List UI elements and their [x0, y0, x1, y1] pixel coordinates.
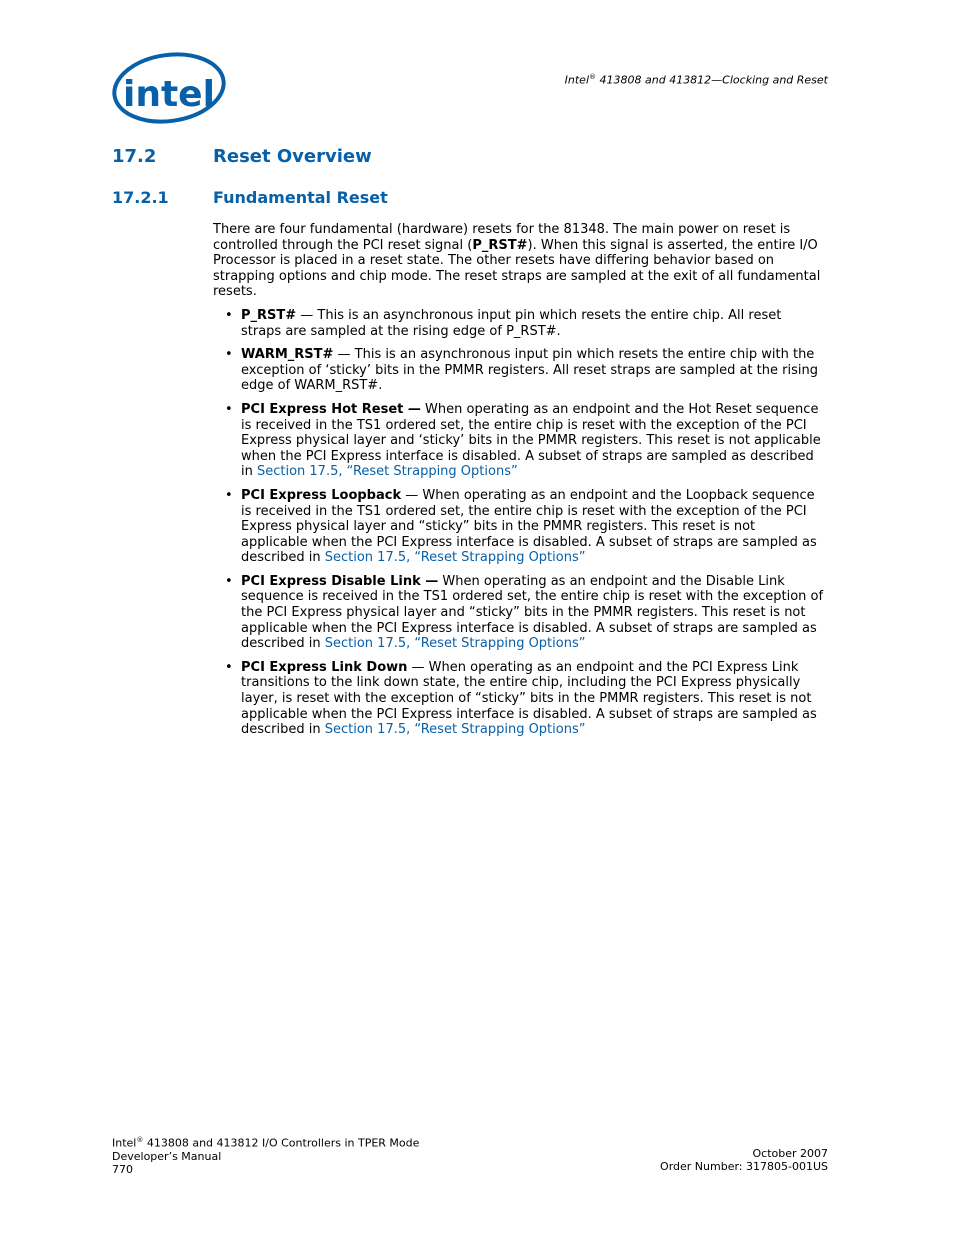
list-item-text: — This is an asynchronous input pin which resets the entire chip with the exception of ‘sticky’ bits in the PMMR registers. All reset straps are sampled at the rising edge of WARM_RST#. — [241, 347, 818, 394]
section-link[interactable]: Section 17.5, “Reset Strapping Options” — [324, 722, 586, 738]
header-intel: Intel — [564, 73, 590, 87]
list-item — [213, 347, 825, 394]
footer-date: October 2007 — [752, 1147, 828, 1160]
intro-text-1: There are four fundamental (hardware) resets for the 81348. The main power on reset is controlled through the PCI reset signal ( — [213, 222, 791, 253]
section-title: Reset Overview — [213, 146, 372, 167]
list-item — [213, 488, 825, 566]
footer-registered-mark: ® — [136, 1136, 144, 1144]
section-link[interactable]: Section 17.5, “Reset Strapping Options” — [256, 464, 518, 480]
list-item-text: When operating as an endpoint and the Hot Reset sequence is received in the TS1 ordered set, the entire chip is reset with the exception of the PCI Express physical layer and ‘sticky’ bits in the PMMR registers. This reset is not applicable when the PCI Express interface is disabled. A subset of straps are sampled as described in — [241, 401, 821, 480]
body-text — [213, 222, 825, 746]
bullet-icon: • — [225, 487, 233, 503]
footer-order-number: Order Number: 317805-001US — [660, 1160, 828, 1173]
list-item-term: PCI Express Disable Link — — [241, 573, 439, 589]
intro-text-2: ). When this signal is asserted, the entire I/O Processor is placed in a reset state. The other resets have differing behavior based on strapping options and chip mode. The reset straps are sampled at the exit of all fundamental resets. — [213, 237, 821, 300]
subsection-heading — [112, 188, 388, 207]
subsection-number: 17.2.1 — [112, 188, 169, 207]
list-item-text: When operating as an endpoint and the Disable Link sequence is received in the TS1 ordered set, the entire chip is reset with the exception of the PCI Express physical layer and “sticky” bits in the PMMR registers. This reset is not applicable when the PCI Express interface is disabled. A subset of straps are sampled as described in — [241, 573, 824, 652]
list-item-text: — When operating as an endpoint and the Loopback sequence is received in the TS1 ordered set, the entire chip is reset with the exception of the PCI Express physical layer and “sticky” bits in the PMMR registers. This reset is not applicable when the PCI Express interface is disabled. A subset of straps are sampled as described in — [241, 487, 817, 566]
section-number: 17.2 — [112, 146, 157, 167]
list-item-text: — When operating as an endpoint and the PCI Express Link transitions to the link down state, the entire chip, including the PCI Express physically layer, is reset with the exception of “sticky” bits in the PMMR registers. This reset is not applicable when the PCI Express interface is disabled. A subset of straps are sampled as described in — [241, 659, 817, 738]
list-item — [213, 402, 825, 480]
header-title: 413808 and 413812—Clocking and Reset — [596, 73, 828, 87]
header-registered-mark: ® — [589, 73, 597, 81]
running-header — [565, 73, 828, 87]
footer-manual-name: Developer’s Manual — [112, 1149, 222, 1163]
page-number: 770 — [112, 1162, 133, 1176]
footer-intel: Intel — [112, 1136, 137, 1150]
section-link[interactable]: Section 17.5, “Reset Strapping Options” — [324, 550, 586, 566]
list-item-term: P_RST# — [241, 307, 297, 323]
list-item-term: PCI Express Loopback — [241, 487, 402, 503]
list-item-term: PCI Express Hot Reset — — [241, 401, 421, 417]
footer-right — [660, 1147, 828, 1173]
bullet-icon: • — [225, 307, 233, 323]
footer-title: 413808 and 413812 I/O Controllers in TPER Mode — [143, 1136, 420, 1150]
reset-list — [213, 308, 825, 738]
intro-paragraph — [213, 222, 825, 300]
intel-logo — [109, 48, 227, 128]
bullet-icon: • — [225, 401, 233, 417]
list-item-term: WARM_RST# — [241, 347, 334, 363]
bullet-icon: • — [225, 347, 233, 363]
logo-text: intel — [123, 74, 215, 115]
section-heading — [112, 146, 372, 167]
subsection-title: Fundamental Reset — [213, 188, 388, 207]
list-item — [213, 574, 825, 652]
list-item — [213, 308, 825, 339]
intro-term: P_RST# — [472, 237, 528, 253]
footer-left — [112, 1134, 419, 1176]
bullet-icon: • — [225, 573, 233, 589]
section-link[interactable]: Section 17.5, “Reset Strapping Options” — [324, 636, 586, 652]
list-item-term: PCI Express Link Down — [241, 659, 408, 675]
list-item-text: — This is an asynchronous input pin which resets the entire chip. All reset straps are sampled at the rising edge of P_RST#. — [241, 307, 782, 339]
list-item — [213, 660, 825, 738]
footer-doc-title — [112, 1134, 419, 1150]
bullet-icon: • — [225, 659, 233, 675]
